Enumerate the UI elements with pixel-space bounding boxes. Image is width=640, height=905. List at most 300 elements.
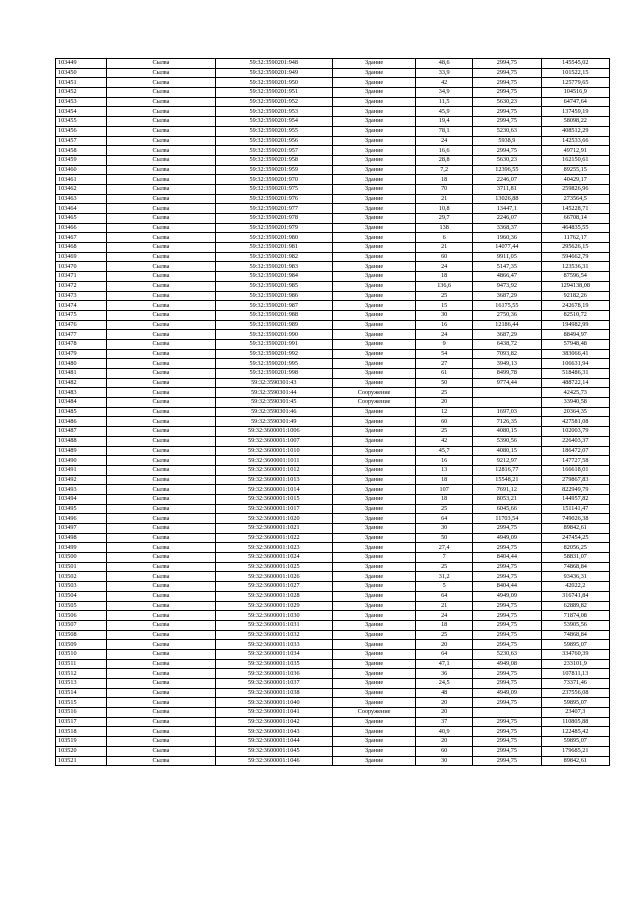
specific-value-cell: 8053,21 <box>473 494 541 504</box>
row-id-cell: 103449 <box>56 59 107 69</box>
area-cell: 64 <box>416 649 473 659</box>
cadastral-number-cell: 59:32:3590201:951 <box>215 88 332 98</box>
table-row <box>56 272 610 282</box>
area-cell: 20 <box>416 737 473 747</box>
row-id-cell: 103511 <box>56 659 107 669</box>
object-type-cell: Здание <box>332 737 415 747</box>
area-cell: 34,9 <box>416 88 473 98</box>
area-cell: 36 <box>416 669 473 679</box>
table-row <box>56 233 610 243</box>
area-cell: 18 <box>416 272 473 282</box>
cadastral-number-cell: 59:32:3590201:954 <box>215 117 332 127</box>
specific-value-cell: 2994,75 <box>473 59 541 69</box>
object-type-cell: Здание <box>332 59 415 69</box>
table-row <box>56 398 610 408</box>
area-cell: 24 <box>416 611 473 621</box>
cadastral-value-cell: 101522,15 <box>541 68 609 78</box>
cadastral-number-cell: 59:32:3590201:959 <box>215 165 332 175</box>
table-row <box>56 727 610 737</box>
settlement-cell: Сылва <box>107 417 215 427</box>
table-row <box>56 214 610 224</box>
cadastral-number-cell: 59:32:3600001:1033 <box>215 640 332 650</box>
area-cell: 18 <box>416 620 473 630</box>
area-cell: 20 <box>416 708 473 718</box>
object-type-cell: Здание <box>332 456 415 466</box>
area-cell: 64 <box>416 514 473 524</box>
object-type-cell: Здание <box>332 68 415 78</box>
specific-value-cell: 2994,75 <box>473 68 541 78</box>
cadastral-number-cell: 59:32:3600001:1031 <box>215 620 332 630</box>
row-id-cell: 103451 <box>56 78 107 88</box>
cadastral-number-cell: 59:32:3600001:1006 <box>215 427 332 437</box>
cadastral-value-cell: 488722,14 <box>541 378 609 388</box>
cadastral-number-cell: 59:32:3590201:948 <box>215 59 332 69</box>
settlement-cell: Сылва <box>107 165 215 175</box>
cadastral-value-cell: 40429,17 <box>541 175 609 185</box>
object-type-cell: Здание <box>332 727 415 737</box>
row-id-cell: 103496 <box>56 514 107 524</box>
row-id-cell: 103495 <box>56 504 107 514</box>
cadastral-value-cell: 92182,26 <box>541 291 609 301</box>
table-row <box>56 582 610 592</box>
cadastral-number-cell: 59:32:3590301:49 <box>215 417 332 427</box>
cadastral-value-cell: 125779,65 <box>541 78 609 88</box>
row-id-cell: 103479 <box>56 349 107 359</box>
cadastral-value-cell: 93436,31 <box>541 572 609 582</box>
object-type-cell: Здание <box>332 659 415 669</box>
specific-value-cell: 4080,15 <box>473 446 541 456</box>
cadastral-number-cell: 59:32:3600001:1012 <box>215 465 332 475</box>
specific-value-cell: 4949,09 <box>473 591 541 601</box>
settlement-cell: Сылва <box>107 339 215 349</box>
row-id-cell: 103514 <box>56 688 107 698</box>
object-type-cell: Здание <box>332 417 415 427</box>
area-cell: 60 <box>416 746 473 756</box>
cadastral-number-cell: 59:32:3590201:957 <box>215 146 332 156</box>
settlement-cell: Сылва <box>107 243 215 253</box>
row-id-cell: 103461 <box>56 175 107 185</box>
area-cell: 30 <box>416 524 473 534</box>
specific-value-cell: 4080,15 <box>473 427 541 437</box>
row-id-cell: 103520 <box>56 746 107 756</box>
specific-value-cell: 13447,1 <box>473 204 541 214</box>
cadastral-value-cell: 73371,46 <box>541 679 609 689</box>
area-cell: 24 <box>416 330 473 340</box>
row-id-cell: 103452 <box>56 88 107 98</box>
settlement-cell: Сылва <box>107 146 215 156</box>
specific-value-cell: 2994,75 <box>473 679 541 689</box>
specific-value-cell: 9473,92 <box>473 281 541 291</box>
object-type-cell: Здание <box>332 427 415 437</box>
area-cell: 27,4 <box>416 543 473 553</box>
settlement-cell: Сылва <box>107 737 215 747</box>
cadastral-number-cell: 59:32:3600001:1045 <box>215 746 332 756</box>
object-type-cell: Здание <box>332 117 415 127</box>
area-cell: 25 <box>416 504 473 514</box>
object-type-cell: Здание <box>332 620 415 630</box>
area-cell: 24,5 <box>416 679 473 689</box>
object-type-cell: Здание <box>332 649 415 659</box>
settlement-cell: Сылва <box>107 601 215 611</box>
table-row <box>56 649 610 659</box>
settlement-cell: Сылва <box>107 291 215 301</box>
row-id-cell: 103476 <box>56 320 107 330</box>
cadastral-value-cell: 87596,54 <box>541 272 609 282</box>
settlement-cell: Сылва <box>107 708 215 718</box>
row-id-cell: 103490 <box>56 456 107 466</box>
area-cell: 6 <box>416 233 473 243</box>
table-row <box>56 204 610 214</box>
cadastral-number-cell: 59:32:3600001:1013 <box>215 475 332 485</box>
cadastral-value-cell: 53905,56 <box>541 620 609 630</box>
cadastral-value-cell: 295626,15 <box>541 243 609 253</box>
area-cell: 12 <box>416 407 473 417</box>
cadastral-value-cell: 427581,08 <box>541 417 609 427</box>
object-type-cell: Здание <box>332 339 415 349</box>
specific-value-cell: 4949,09 <box>473 688 541 698</box>
row-id-cell: 103459 <box>56 155 107 165</box>
area-cell: 138 <box>416 223 473 233</box>
object-type-cell: Здание <box>332 88 415 98</box>
specific-value-cell: 5230,63 <box>473 649 541 659</box>
area-cell: 42 <box>416 436 473 446</box>
specific-value-cell: 11703,54 <box>473 514 541 524</box>
object-type-cell: Здание <box>332 524 415 534</box>
cadastral-number-cell: 59:32:3590201:995 <box>215 359 332 369</box>
table-row <box>56 243 610 253</box>
cadastral-number-cell: 59:32:3600001:1029 <box>215 601 332 611</box>
cadastral-number-cell: 59:32:3600001:1026 <box>215 572 332 582</box>
object-type-cell: Здание <box>332 630 415 640</box>
object-type-cell: Здание <box>332 688 415 698</box>
settlement-cell: Сылва <box>107 717 215 727</box>
settlement-cell: Сылва <box>107 78 215 88</box>
cadastral-number-cell: 59:32:3590201:983 <box>215 262 332 272</box>
area-cell: 42 <box>416 78 473 88</box>
object-type-cell: Здание <box>332 514 415 524</box>
row-id-cell: 103503 <box>56 582 107 592</box>
cadastral-number-cell: 59:32:3590201:992 <box>215 349 332 359</box>
cadastral-value-cell: 166618,01 <box>541 465 609 475</box>
table-row <box>56 262 610 272</box>
object-type-cell: Здание <box>332 756 415 766</box>
table-row <box>56 117 610 127</box>
row-id-cell: 103508 <box>56 630 107 640</box>
row-id-cell: 103464 <box>56 204 107 214</box>
row-id-cell: 103460 <box>56 165 107 175</box>
specific-value-cell: 2994,75 <box>473 669 541 679</box>
table-row <box>56 378 610 388</box>
row-id-cell: 103509 <box>56 640 107 650</box>
table-row <box>56 59 610 69</box>
specific-value-cell: 2994,75 <box>473 640 541 650</box>
cadastral-value-cell: 59895,07 <box>541 640 609 650</box>
settlement-cell: Сылва <box>107 281 215 291</box>
settlement-cell: Сылва <box>107 407 215 417</box>
area-cell: 45,7 <box>416 446 473 456</box>
object-type-cell: Здание <box>332 262 415 272</box>
specific-value-cell: 8404,44 <box>473 582 541 592</box>
cadastral-value-cell: 59895,07 <box>541 737 609 747</box>
row-id-cell: 103468 <box>56 243 107 253</box>
area-cell: 25 <box>416 427 473 437</box>
table-row <box>56 562 610 572</box>
table-row <box>56 126 610 136</box>
specific-value-cell: 2994,75 <box>473 78 541 88</box>
settlement-cell: Сылва <box>107 640 215 650</box>
object-type-cell: Сооружение <box>332 708 415 718</box>
settlement-cell: Сылва <box>107 427 215 437</box>
cadastral-number-cell: 59:32:3590201:988 <box>215 310 332 320</box>
table-row <box>56 717 610 727</box>
settlement-cell: Сылва <box>107 465 215 475</box>
object-type-cell: Здание <box>332 494 415 504</box>
area-cell: 20 <box>416 698 473 708</box>
area-cell: 27 <box>416 359 473 369</box>
row-id-cell: 103489 <box>56 446 107 456</box>
registry-sheet <box>55 58 610 766</box>
table-row <box>56 310 610 320</box>
cadastral-value-cell: 102003,79 <box>541 427 609 437</box>
settlement-cell: Сылва <box>107 659 215 669</box>
area-cell: 47,1 <box>416 659 473 669</box>
cadastral-number-cell: 59:32:3600001:1036 <box>215 669 332 679</box>
cadastral-number-cell: 59:32:3600001:1017 <box>215 504 332 514</box>
cadastral-value-cell: 594662,79 <box>541 252 609 262</box>
object-type-cell: Здание <box>332 136 415 146</box>
area-cell: 18 <box>416 175 473 185</box>
cadastral-number-cell: 59:32:3590201:975 <box>215 184 332 194</box>
settlement-cell: Сылва <box>107 756 215 766</box>
settlement-cell: Сылва <box>107 562 215 572</box>
area-cell: 37 <box>416 717 473 727</box>
cadastral-number-cell: 59:32:3600001:1041 <box>215 708 332 718</box>
cadastral-number-cell: 59:32:3590201:989 <box>215 320 332 330</box>
table-row <box>56 417 610 427</box>
specific-value-cell: 2994,75 <box>473 717 541 727</box>
object-type-cell: Здание <box>332 601 415 611</box>
cadastral-value-cell: 58098,22 <box>541 117 609 127</box>
cadastral-value-cell: 64747,64 <box>541 97 609 107</box>
cadastral-number-cell: 59:32:3590201:953 <box>215 107 332 117</box>
specific-value-cell: 4866,47 <box>473 272 541 282</box>
object-type-cell: Здание <box>332 543 415 553</box>
specific-value-cell: 3368,37 <box>473 223 541 233</box>
cadastral-value-cell: 110805,88 <box>541 717 609 727</box>
row-id-cell: 103485 <box>56 407 107 417</box>
cadastral-value-cell: 49712,91 <box>541 146 609 156</box>
row-id-cell: 103494 <box>56 494 107 504</box>
settlement-cell: Сылва <box>107 475 215 485</box>
table-row <box>56 252 610 262</box>
object-type-cell: Здание <box>332 146 415 156</box>
object-type-cell: Здание <box>332 175 415 185</box>
settlement-cell: Сылва <box>107 591 215 601</box>
area-cell: 30 <box>416 310 473 320</box>
settlement-cell: Сылва <box>107 398 215 408</box>
cadastral-number-cell: 59:32:3600001:1007 <box>215 436 332 446</box>
cadastral-value-cell: 316741,84 <box>541 591 609 601</box>
cadastral-value-cell: 82056,25 <box>541 543 609 553</box>
table-row <box>56 194 610 204</box>
cadastral-number-cell: 59:32:3590201:980 <box>215 233 332 243</box>
cadastral-value-cell: 59895,07 <box>541 698 609 708</box>
cadastral-number-cell: 59:32:3600001:1010 <box>215 446 332 456</box>
object-type-cell: Здание <box>332 698 415 708</box>
object-type-cell: Здание <box>332 359 415 369</box>
cadastral-value-table <box>55 58 610 766</box>
cadastral-value-cell: 42425,73 <box>541 388 609 398</box>
cadastral-number-cell: 59:32:3590201:978 <box>215 214 332 224</box>
table-row <box>56 524 610 534</box>
table-row <box>56 746 610 756</box>
row-id-cell: 103472 <box>56 281 107 291</box>
cadastral-value-cell: 89255,15 <box>541 165 609 175</box>
cadastral-number-cell: 59:32:3600001:1022 <box>215 533 332 543</box>
table-row <box>56 504 610 514</box>
cadastral-number-cell: 59:32:3590201:950 <box>215 78 332 88</box>
row-id-cell: 103483 <box>56 388 107 398</box>
cadastral-number-cell: 59:32:3590201:986 <box>215 291 332 301</box>
area-cell: 19,4 <box>416 117 473 127</box>
settlement-cell: Сылва <box>107 301 215 311</box>
settlement-cell: Сылва <box>107 514 215 524</box>
specific-value-cell: 12396,55 <box>473 165 541 175</box>
area-cell: 16,6 <box>416 146 473 156</box>
area-cell: 29,7 <box>416 214 473 224</box>
area-cell: 30 <box>416 756 473 766</box>
specific-value-cell: 3687,29 <box>473 330 541 340</box>
area-cell: 28,8 <box>416 155 473 165</box>
cadastral-value-cell: 464835,55 <box>541 223 609 233</box>
table-row <box>56 388 610 398</box>
cadastral-value-cell: 89842,61 <box>541 756 609 766</box>
area-cell: 16 <box>416 456 473 466</box>
cadastral-value-cell: 186472,07 <box>541 446 609 456</box>
cadastral-number-cell: 59:32:3600001:1027 <box>215 582 332 592</box>
settlement-cell: Сылва <box>107 378 215 388</box>
cadastral-value-cell: 237556,08 <box>541 688 609 698</box>
object-type-cell: Здание <box>332 746 415 756</box>
table-row <box>56 543 610 553</box>
object-type-cell: Здание <box>332 378 415 388</box>
area-cell: 11,5 <box>416 97 473 107</box>
specific-value-cell: 5390,56 <box>473 436 541 446</box>
area-cell: 40,9 <box>416 727 473 737</box>
cadastral-value-cell: 58831,07 <box>541 553 609 563</box>
cadastral-number-cell: 59:32:3600001:1011 <box>215 456 332 466</box>
table-row <box>56 514 610 524</box>
area-cell: 25 <box>416 630 473 640</box>
specific-value-cell: 2994,75 <box>473 88 541 98</box>
cadastral-value-cell: 273564,5 <box>541 194 609 204</box>
row-id-cell: 103456 <box>56 126 107 136</box>
row-id-cell: 103453 <box>56 97 107 107</box>
table-row <box>56 330 610 340</box>
cadastral-number-cell: 59:32:3590201:976 <box>215 194 332 204</box>
cadastral-value-cell: 145228,71 <box>541 204 609 214</box>
cadastral-value-cell: 88494,97 <box>541 330 609 340</box>
cadastral-number-cell: 59:32:3600001:1023 <box>215 543 332 553</box>
settlement-cell: Сылва <box>107 369 215 379</box>
specific-value-cell: 12816,77 <box>473 465 541 475</box>
cadastral-value-cell: 233101,9 <box>541 659 609 669</box>
specific-value-cell: 2994,75 <box>473 756 541 766</box>
settlement-cell: Сылва <box>107 233 215 243</box>
cadastral-number-cell: 59:32:3600001:1034 <box>215 649 332 659</box>
table-row <box>56 165 610 175</box>
area-cell: 54 <box>416 349 473 359</box>
specific-value-cell: 8499,78 <box>473 369 541 379</box>
specific-value-cell: 5147,35 <box>473 262 541 272</box>
table-row <box>56 78 610 88</box>
cadastral-number-cell: 59:32:3600001:1035 <box>215 659 332 669</box>
object-type-cell: Здание <box>332 155 415 165</box>
row-id-cell: 103473 <box>56 291 107 301</box>
area-cell: 13 <box>416 465 473 475</box>
row-id-cell: 103517 <box>56 717 107 727</box>
object-type-cell: Сооружение <box>332 388 415 398</box>
specific-value-cell: 14077,44 <box>473 243 541 253</box>
table-row <box>56 359 610 369</box>
settlement-cell: Сылва <box>107 456 215 466</box>
table-row <box>56 630 610 640</box>
settlement-cell: Сылва <box>107 68 215 78</box>
cadastral-value-cell: 89842,61 <box>541 524 609 534</box>
area-cell: 7 <box>416 553 473 563</box>
settlement-cell: Сылва <box>107 184 215 194</box>
cadastral-number-cell: 59:32:3590201:984 <box>215 272 332 282</box>
settlement-cell: Сылва <box>107 746 215 756</box>
area-cell: 25 <box>416 388 473 398</box>
specific-value-cell: 6045,66 <box>473 504 541 514</box>
table-row <box>56 465 610 475</box>
row-id-cell: 103510 <box>56 649 107 659</box>
settlement-cell: Сылва <box>107 136 215 146</box>
settlement-cell: Сылва <box>107 446 215 456</box>
row-id-cell: 103518 <box>56 727 107 737</box>
object-type-cell: Здание <box>332 78 415 88</box>
cadastral-number-cell: 59:32:3590301:43 <box>215 378 332 388</box>
area-cell: 25 <box>416 291 473 301</box>
area-cell: 50 <box>416 533 473 543</box>
cadastral-number-cell: 59:32:3600001:1015 <box>215 494 332 504</box>
area-cell: 33,9 <box>416 68 473 78</box>
cadastral-value-cell: 408512,29 <box>541 126 609 136</box>
object-type-cell: Здание <box>332 679 415 689</box>
object-type-cell: Здание <box>332 204 415 214</box>
cadastral-value-cell: 518486,31 <box>541 369 609 379</box>
table-row <box>56 659 610 669</box>
object-type-cell: Здание <box>332 184 415 194</box>
specific-value-cell: 3711,81 <box>473 184 541 194</box>
area-cell: 25 <box>416 562 473 572</box>
cadastral-number-cell: 59:32:3590201:987 <box>215 301 332 311</box>
area-cell: 45,9 <box>416 107 473 117</box>
row-id-cell: 103482 <box>56 378 107 388</box>
object-type-cell: Здание <box>332 272 415 282</box>
table-row <box>56 475 610 485</box>
cadastral-value-cell: 749026,38 <box>541 514 609 524</box>
settlement-cell: Сылва <box>107 679 215 689</box>
cadastral-value-cell: 74868,84 <box>541 630 609 640</box>
settlement-cell: Сылва <box>107 620 215 630</box>
area-cell: 20 <box>416 640 473 650</box>
cadastral-number-cell: 59:32:3590201:952 <box>215 97 332 107</box>
cadastral-value-cell: 71874,08 <box>541 611 609 621</box>
row-id-cell: 103454 <box>56 107 107 117</box>
specific-value-cell: 2750,36 <box>473 310 541 320</box>
